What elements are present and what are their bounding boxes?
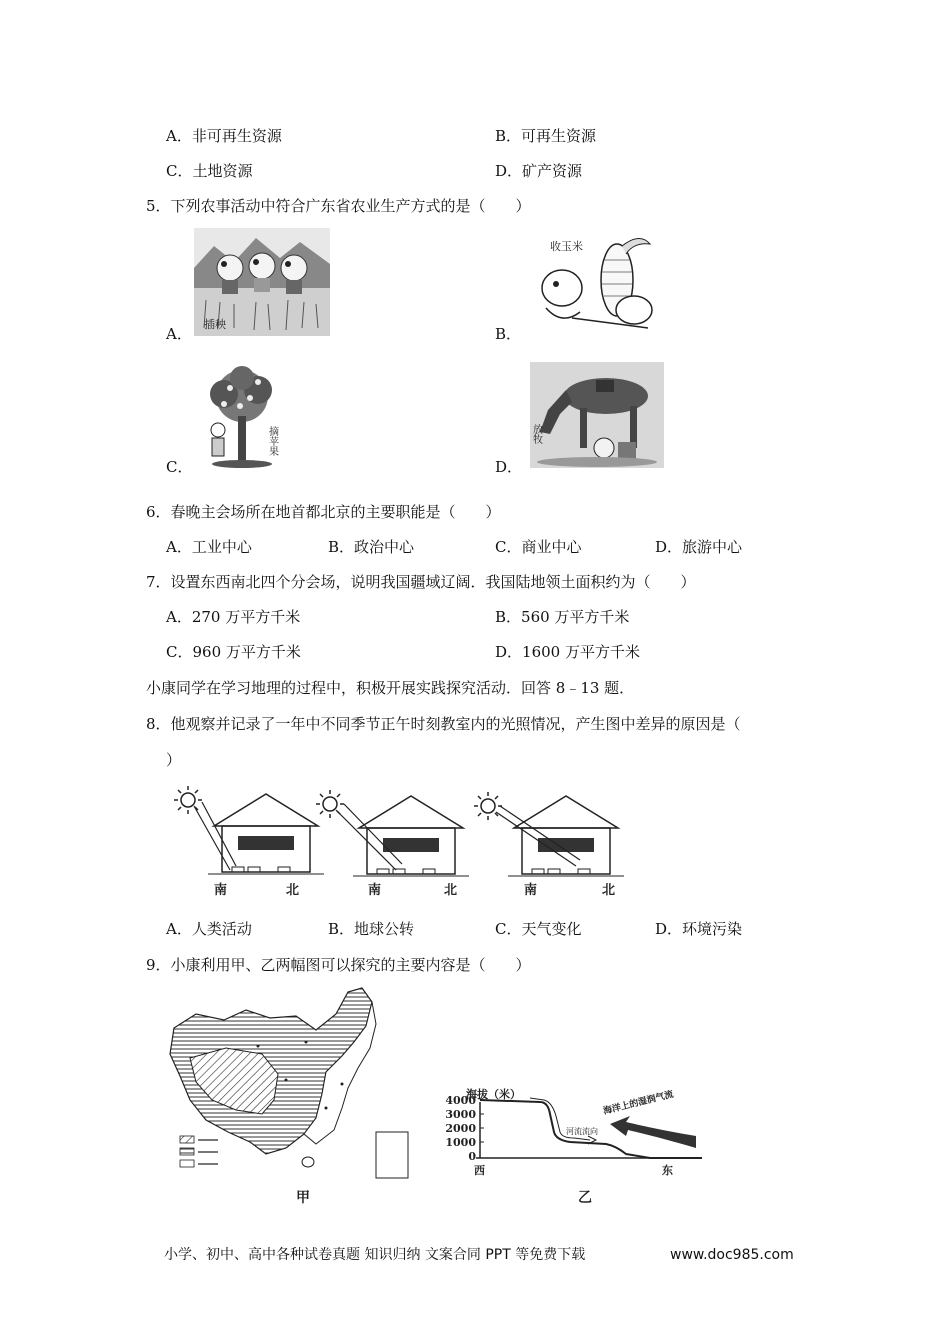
south-label-3: 南: [524, 883, 538, 898]
rice-transplanting-illustration: [194, 228, 330, 336]
q5-letter-d: D．: [495, 458, 523, 476]
q6-stem: 6．春晚主会场所在地首都北京的主要职能是（ ）: [146, 503, 501, 521]
classroom-sunlight-diagrams: [168, 784, 628, 900]
q4-option-d: D．矿产资源: [495, 162, 583, 180]
diagram-2: [316, 790, 469, 898]
q7-option-a: A．270 万平方千米: [166, 608, 301, 626]
map-legend: [180, 1136, 218, 1167]
q4-option-a: A．非可再生资源: [166, 127, 282, 145]
airflow-label: 海洋上的湿润气流: [602, 1089, 675, 1117]
profile-ylabel: 海拔（米）: [466, 1088, 521, 1101]
south-label-1: 南: [214, 883, 228, 898]
diagram-3: [474, 792, 624, 898]
diagram-1: [174, 786, 324, 898]
south-label-2: 南: [368, 883, 382, 898]
north-label-2: 北: [444, 883, 458, 898]
north-label-1: 北: [286, 883, 300, 898]
apple-picking-illustration: [196, 364, 300, 468]
section-intro: 小康同学在学习地理的过程中，积极开展实践探究活动．回答 8﹣13 题．: [146, 679, 635, 697]
profile-label-yi: 乙: [578, 1190, 592, 1206]
herding-illustration: [530, 362, 664, 468]
caption-corn-harvest: 收玉米: [550, 240, 583, 253]
ytick-2000: 2000: [445, 1122, 476, 1135]
q7-option-b: B．560 万平方千米: [495, 608, 630, 626]
q8-stem-end: ）: [166, 751, 182, 769]
q6-option-a: A．工业中心: [166, 538, 252, 556]
q8-option-c: C．天气变化: [495, 920, 582, 938]
caption-rice-transplanting: 插秧: [204, 318, 226, 331]
q6-option-d: D．旅游中心: [655, 538, 743, 556]
footer-promo-text: 小学、初中、高中各种试卷真题 知识归纳 文案合同 PPT 等免费下载: [164, 1247, 586, 1263]
q8-stem: 8．他观察并记录了一年中不同季节正午时刻教室内的光照情况，产生图中差异的原因是（: [146, 715, 741, 733]
q6-option-c: C．商业中心: [495, 538, 582, 556]
ytick-4000: 4000: [445, 1094, 476, 1107]
caption-apple-picking: 摘苹果: [266, 426, 278, 456]
q4-option-c: C．土地资源: [166, 162, 253, 180]
q5-letter-b: B．: [495, 325, 522, 343]
q8-option-b: B．地球公转: [328, 920, 415, 938]
q5-letter-c: C．: [166, 458, 193, 476]
q7-stem: 7．设置东西南北四个分会场，说明我国疆域辽阔．我国陆地领土面积约为（ ）: [146, 573, 696, 591]
east-label: 东: [662, 1164, 673, 1177]
q5-stem: 5．下列农事活动中符合广东省农业生产方式的是（ ）: [146, 197, 531, 215]
footer-website-link[interactable]: www.doc985.com: [670, 1247, 794, 1263]
elevation-profile-diagram: [430, 1088, 710, 1208]
q8-option-d: D．环境污染: [655, 920, 743, 938]
q8-option-a: A．人类活动: [166, 920, 252, 938]
corn-harvest-illustration: [522, 230, 664, 334]
q7-option-d: D．1600 万平方千米: [495, 643, 640, 661]
q7-option-c: C．960 万平方千米: [166, 643, 301, 661]
q6-option-b: B．政治中心: [328, 538, 415, 556]
west-label: 西: [474, 1164, 485, 1177]
river-flow-label: 河流流向: [566, 1127, 598, 1136]
ytick-0: 0: [468, 1150, 476, 1163]
ytick-3000: 3000: [445, 1108, 476, 1121]
map-label-jia: 甲: [296, 1190, 310, 1206]
caption-herding: 放牧: [530, 424, 542, 444]
q4-option-b: B．可再生资源: [495, 127, 597, 145]
north-label-3: 北: [602, 883, 616, 898]
moist-airflow-arrow: [610, 1116, 696, 1148]
q9-stem: 9．小康利用甲、乙两幅图可以探究的主要内容是（ ）: [146, 956, 531, 974]
china-terrain-steps-map: [166, 984, 416, 1208]
q5-letter-a: A．: [166, 325, 192, 343]
ytick-1000: 1000: [445, 1136, 476, 1149]
